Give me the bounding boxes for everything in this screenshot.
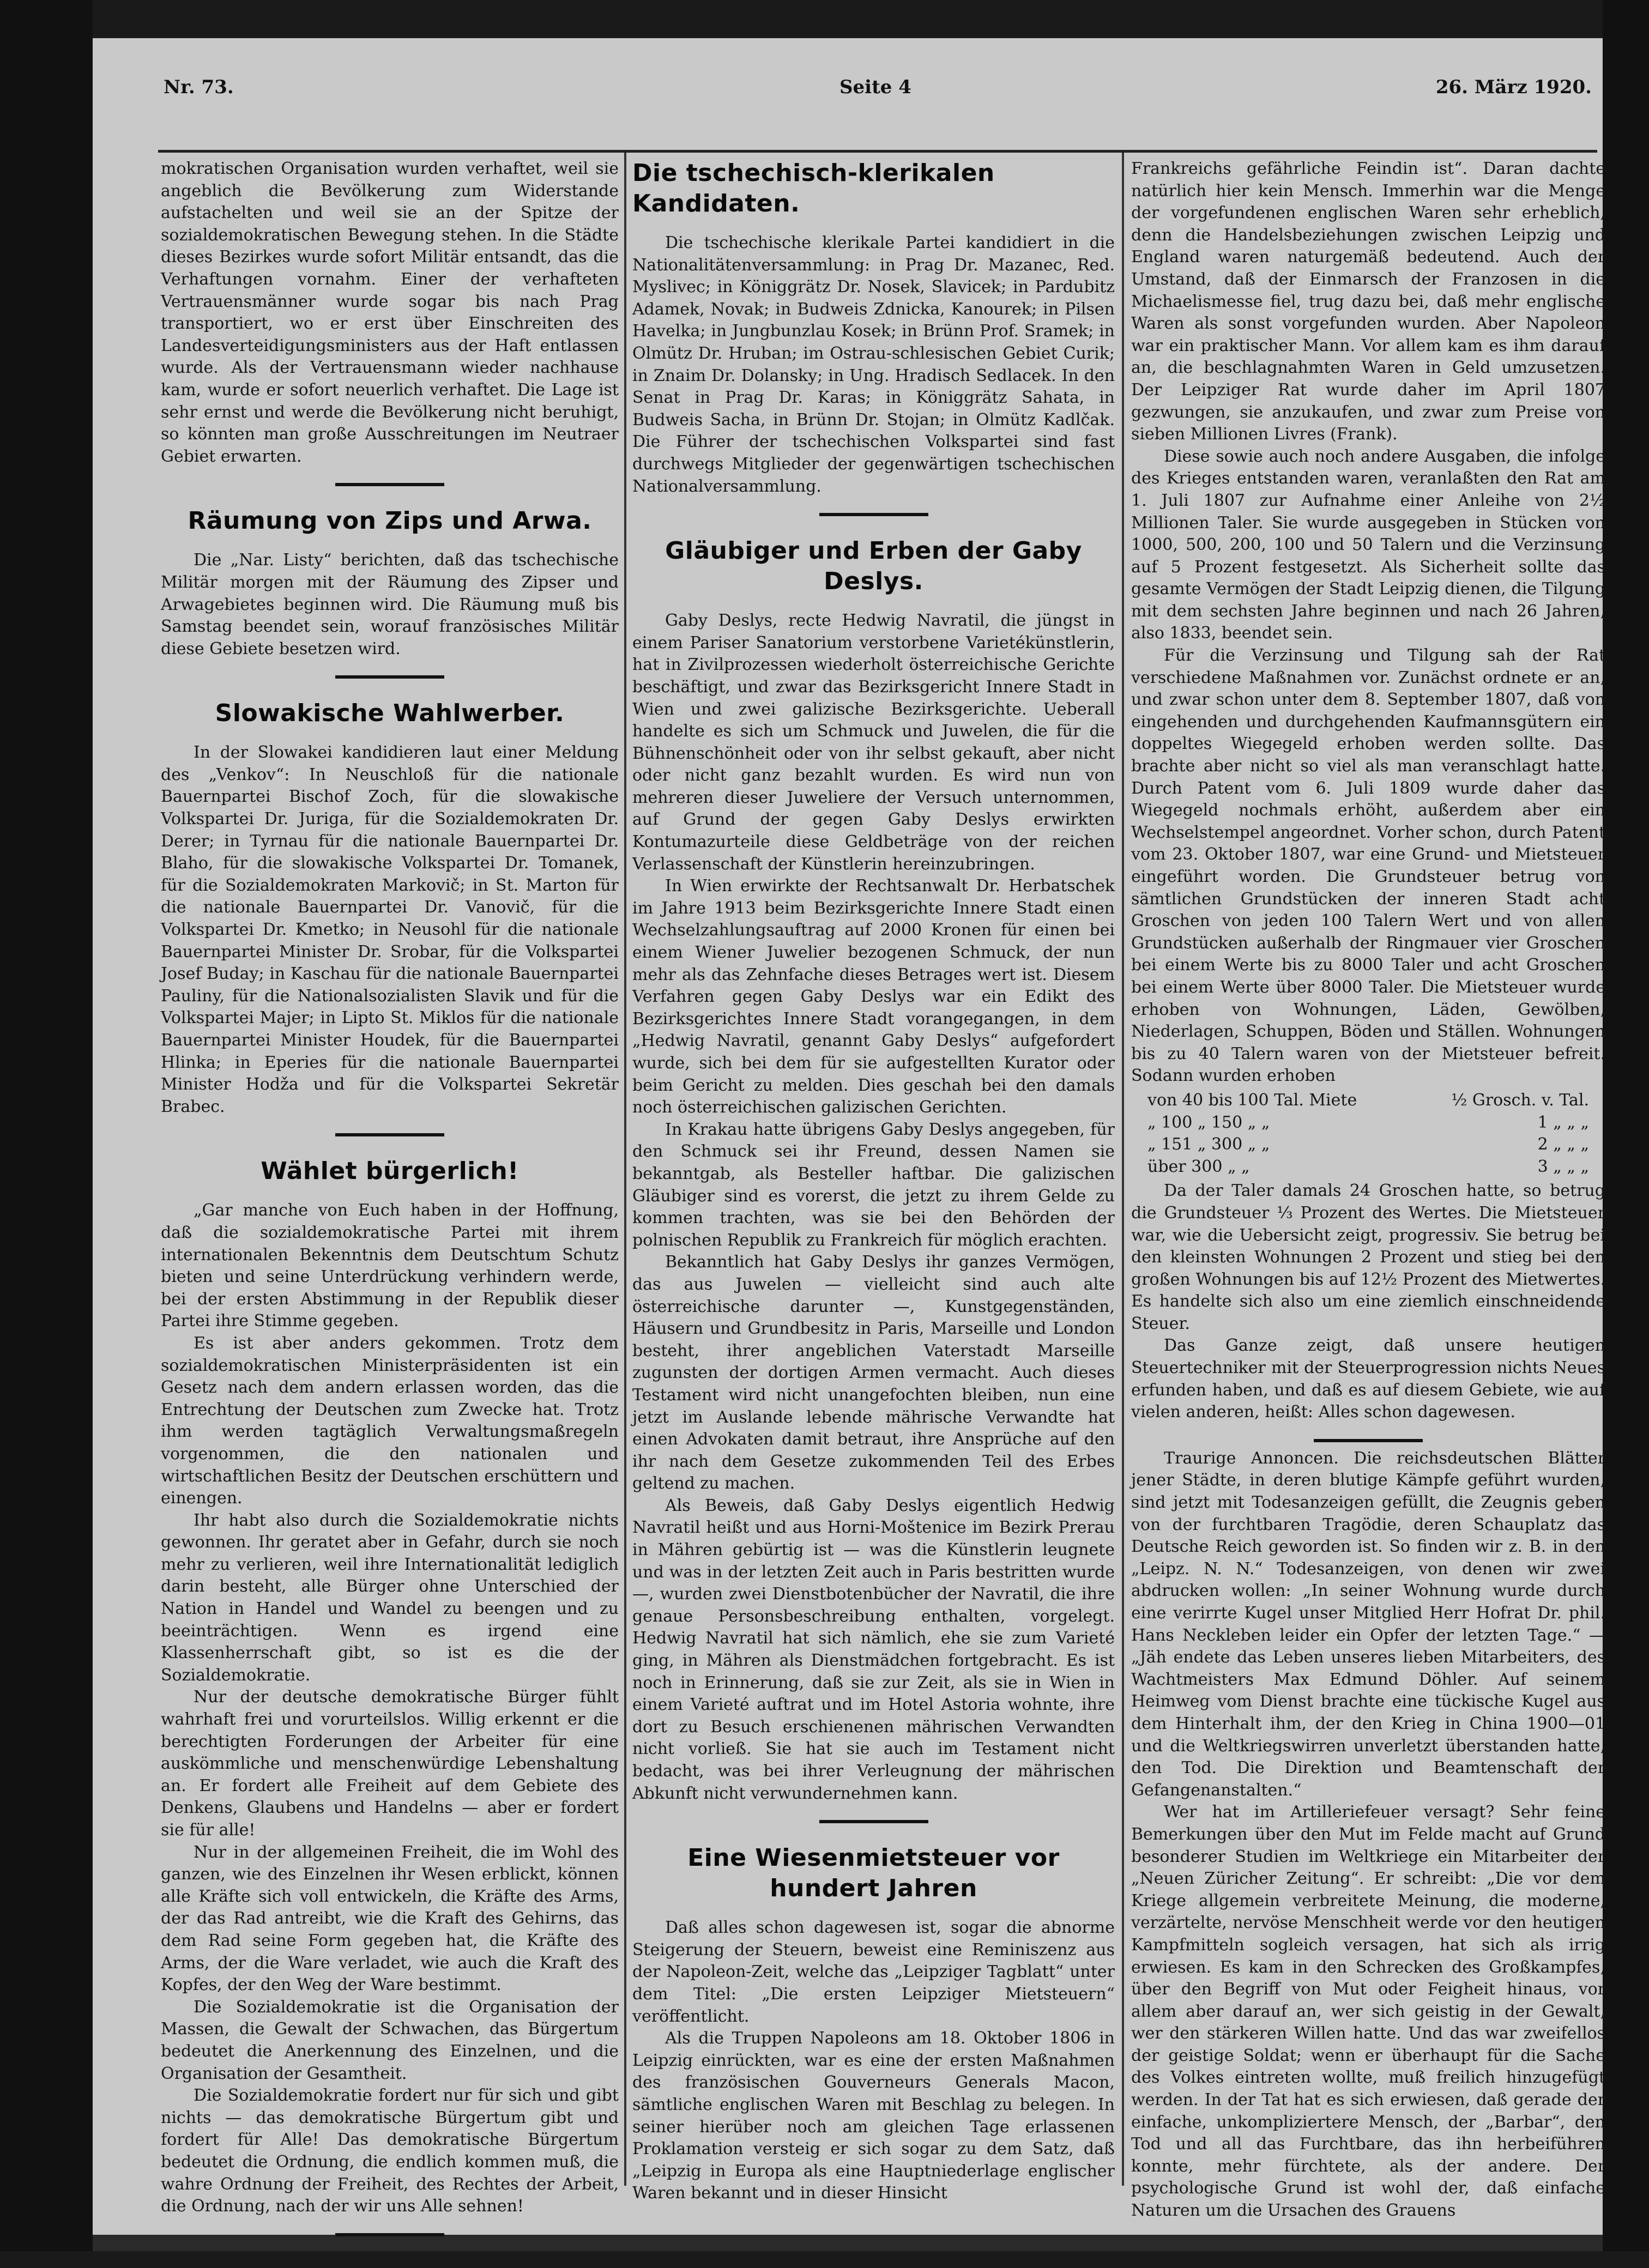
table-row [1147, 1156, 1589, 1178]
article-text: Für die Verzinsung und Tilgung sah der Rat verschiedene Maßnahmen vor. Zunächst ordnete er an, und zwar schon unter dem 8. September 1807, daß von eingehenden und durchgehenden Kaufmannsgütern ein doppeltes Wiegegeld erhoben werden sollte. Das brachte aber nicht so viel als man veranschlagt hatte. Durch Patent vom 6. Juli 1809 wurde daher das Wiegegeld nochmals erhöht, außerdem aber ein Wechselstempel angeordnet. Vorher schon, durch Patent vom 23. Oktober 1807, war eine Grund- und Mietsteuer eingeführt worden. Die Grundsteuer betrug von sämtlichen Grundstücken der inneren Stadt acht Groschen von jeden 100 Talern Wert und von allen Grundstücken außerhalb der Ringmauer vier Groschen bei einem Werte bis zu 8000 Taler und acht Groschen bei einem Werte über 8000 Taler. Die Mietsteuer wurde erhoben von Wohnungen, Läden, Gewölben, Niederlagen, Schuppen, Böden und Ställen. Wohnungen bis zu 40 Talern waren von der Mietsteuer befreit. Sodann wurden erhoben [1131, 646, 1605, 1086]
article-headline: Eine Wiesenmietsteuer vor hundert Jahren [687, 1844, 1060, 1903]
table-row [1147, 1090, 1589, 1112]
column-1 [161, 158, 619, 2216]
article-separator [335, 675, 444, 679]
article-separator [819, 1820, 928, 1823]
article-separator [819, 513, 928, 516]
table-cell: 1 „ „ „ [1537, 1112, 1589, 1132]
table-cell: „ 151 „ 300 „ „ [1147, 1135, 1270, 1154]
article-text: mokratischen Organisation wurden verhaftet, weil sie angeblich die Bevölkerung zum Widerstande aufstachelten und weil sie an der Spitze der sozialdemokratischen Bewegung stehen. In die Städte dieses Bezirkes wurde sofort Militär entsandt, das die Verhaftungen vornahm. Einer der verhafteten Vertrauensmänner wurde sogar bis nach Prag transportiert, wo er erst über Einschreiten des Landesverteidigungsministers aus der Haft entlassen wurde. Als der Vertrauensmann wieder nachhause kam, wurde er sofort neuerlich verhaftet. Die Lage ist sehr ernst und werde die Bevölkerung nicht beruhigt, so könnten man große Ausschreitungen im Neutraer Gebiet erwarten. [161, 159, 619, 466]
article-separator [1314, 1439, 1423, 1442]
rent-tax-table [1131, 1087, 1605, 1180]
article-text: Die Sozialdemokratie fordert nur für sich und gibt nichts — das demokratische Bürgertum gibt und fordert für Alle! Das demokratische Bürgertum bedeutet die Ordnung, die endlich kommen muß, die wahre Ordnung der Freiheit, des Rechtes der Arbeit, die Ordnung, nach der wir uns Alle sehnen! [161, 2086, 619, 2216]
table-cell: 3 „ „ „ [1537, 1157, 1589, 1176]
article-text: Diese sowie auch noch andere Ausgaben, die infolge des Krieges entstanden waren, veranlaßten den Rat am 1. Juli 1807 zur Aufnahme einer Anleihe von 2½ Millionen Taler. Sie wurde ausgegeben in Stücken von 1000, 500, 200, 100 und 50 Talern und die Verzinsung auf 5 Prozent festgesetzt. Als Sicherheit sollte das gesamte Vermögen der Stadt Leipzig dienen, die Tilgung mit dem sechsten Jahre beginnen und nach 26 Jahren, also 1833, beendet sein. [1131, 446, 1605, 643]
article-text: Daß alles schon dagewesen ist, sogar die abnorme Steigerung der Steuern, beweist eine Reminiszenz aus der Napoleon-Zeit, welche das „Leipziger Tagblatt“ unter dem Titel: „Die ersten Leipziger Mietsteuern“ veröffentlicht. [632, 1918, 1115, 2026]
article-text: Die Sozialdemokratie ist die Organisation der Massen, die Gewalt der Schwachen, das Bürgertum bedeutet die Anerkennung des Einzelnen, und die Organisation der Gesamtheit. [161, 1997, 619, 2083]
article-text: „Gar manche von Euch haben in der Hoffnung, daß die sozialdemokratische Partei mit ihrem internationalen Bekenntnis dem Deutschtum Schutz bieten und seine Unterdrückung verhindern werde, bei der ersten Abstimmung in der Republik dieser Partei ihre Stimme gegeben. [161, 1201, 619, 1331]
table-cell: „ 100 „ 150 „ „ [1147, 1112, 1270, 1132]
table-row [1147, 1134, 1589, 1156]
article-text: Frankreichs gefährliche Feindin ist“. Daran dachte natürlich hier kein Mensch. Immerhin war die Menge der vorgefundenen englischen Waren sehr erheblich, denn die Handelsbeziehungen zwischen Leipzig und England waren naturgemäß bedeutend. Auch der Umstand, daß der Einmarsch der Franzosen in die Michaelismesse fiel, trug dazu bei, daß mehr englische Waren als sonst vorgefunden wurden. Aber Napoleon war ein praktischer Mann. Vor allem kam es ihm darauf an, die beschlagnahmten Waren in Geld umzusetzen. Der Leipziger Rat wurde daher im April 1807 gezwungen, sie anzukaufen, und zwar zum Preise von sieben Millionen Livres (Frank). [1131, 159, 1605, 444]
article-text: Es ist aber anders gekommen. Trotz dem sozialdemokratischen Ministerpräsidenten ist ein Gesetz nach dem andern erlassen worden, das die Entrechtung der Deutschen zum Zwecke hat. Trotz ihm werden tagtäglich Verwaltungsmaßregeln vorgenommen, die den nationalen und wirtschaftlichen Besitz der Deutschen erschüttern und einengen. [161, 1333, 619, 1508]
article-text: Die tschechische klerikale Partei kandidiert in die Nationalitätenversammlung: in Prag Dr. Mazanec, Red. Myslivec; in Königgrätz Dr. Nosek, Slavicek; in Pardubitz Adamek, Novak; in Budweis Zdnicka, Kanourek; in Pilsen Havelka; in Jungbunzlau Kosek; in Brünn Prof. Sramek; in Olmütz Dr. Hruban; im Ostrau-schlesischen Gebiet Curik; in Znaim Dr. Dolansky; in Ung. Hradisch Sedlacek. In den Senat in Prag Dr. Karas; in Königgrätz Sahata, in Budweis Sacha, in Brünn Dr. Stojan; in Olmütz Kadlčak. Die Führer der tschechischen Volkspartei sind fast durchwegs Mitglieder der gegenwärtigen tschechischen Nationalversammlung. [632, 233, 1115, 496]
article-text: Traurige Annoncen. Die reichsdeutschen Blätter jener Städte, in deren blutige Kämpfe geführt wurden, sind jetzt mit Todesanzeigen gefüllt, die Zeugnis geben von der furchtbaren Tragödie, deren Schauplatz das Deutsche Reich geworden ist. So finden wir z. B. in den „Leipz. N. N.“ Todesanzeigen, von denen wir zwei abdrucken wollen: „In seiner Wohnung wurde durch eine verirrte Kugel unser Mitglied Herr Hofrat Dr. phil. Hans Neckleben leider ein Opfer der letzten Tage.“ — „Jäh endete das Leben unseres lieben Mitarbeiters, des Wachtmeisters Max Edmund Döhler. Auf seinem Heimweg vom Dienst brachte eine tückische Kugel aus dem Hinterhalt ihm, der den Krieg in China 1900—01 und die Weltkriegswirren unverletzt überstanden hatte, den Tod. Die Direktion und Beamtenschaft der Gefangenanstalten.“ [1131, 1448, 1605, 1800]
article-text: Bekanntlich hat Gaby Deslys ihr ganzes Vermögen, das aus Juwelen — vielleicht sind auch alte österreichische darunter —, Kunstgegenständen, Häusern und Grundbesitz in Paris, Marseille und London besteht, ihrer angeblichen Vaterstadt Marseille zugunsten der dortigen Armen vermacht. Auch dieses Testament wird nicht unangefochten bleiben, nun eine jetzt im Auslande lebende mährische Verwandte hat einen Advokaten damit betraut, ihre Ansprüche auf den ihr nach dem Gesetze zukommenden Teil des Erbes geltend zu machen. [632, 1253, 1115, 1493]
article-text: Wer hat im Artilleriefeuer versagt? Sehr feine Bemerkungen über den Mut im Felde macht auf Grund besonderer Studien im Weltkriege ein Mitarbeiter der „Neuen Züricher Zeitung“. Er schreibt: „Die vor dem Kriege allgemein verbreitete Meinung, die moderne, verzärtelte, nervöse Menschheit werde vor den heutigen Kampfmitteln sogleich versagen, hat sich als irrig erwiesen. Es kam in den Schrecken des Großkampfes, über den Begriff von Mut oder Feigheit hinaus, vor allem aber darauf an, wer sich geistig in der Gewalt, wer den stärkeren Willen hatte. Und das war zweifellos der geistige Soldat; wenn er überhaupt für die Sache des Volkes eintreten wollte, muß freilich hinzugefügt werden. In der Tat hat es sich erwiesen, daß gerade der einfache, unkompliziertere Mensch, der „Barbar“, den Tod und all das Furchtbare, das ihn herbeiführen konnte, mehr fürchtete, als der andere. Der psychologische Grund ist wohl der, daß einfache Naturen um die Ursachen des Grauens [1131, 1803, 1605, 2221]
article-text: Gaby Deslys, recte Hedwig Navratil, die jüngst in einem Pariser Sanatorium verstorbene Varietékünstlerin, hat in Zivilprozessen wiederholt österreichische Gerichte beschäftigt, und zwar das Bezirksgericht Innere Stadt in Wien und zwei galizische Bezirksgerichte. Ueberall handelte es sich um Schmuck und Juwelen, die für die Bühnenschönheit oder von ihr selbst gekauft, aber nicht oder nicht ganz bezahlt wurden. Es wird nun von mehreren dieser Juweliere der Versuch unternommen, auf Grund der gegen Gaby Deslys erwirkten Kontumazurteile diese Geldbeträge von der reichen Verlassenschaft der Künstlerin hereinzubringen. [632, 611, 1115, 874]
article-text: Da der Taler damals 24 Groschen hatte, so betrug die Grundsteuer ⅓ Prozent des Wertes. Die Mietsteuer war, wie die Uebersicht zeigt, progressiv. Sie betrug bei den kleinsten Wohnungen 2 Prozent und stieg bei den großen Wohnungen bis auf 12½ Prozent des Mietwertes. Es handelte sich also um eine ziemlich einschneidende Steuer. [1131, 1181, 1605, 1333]
header-rule [158, 150, 1597, 153]
article-text: Nur der deutsche demokratische Bürger fühlt wahrhaft frei und vorurteilslos. Willig erkennt er die berechtigten Forderungen der Arbeiter für eine auskömmliche und menschenwürdige Lebenshaltung an. Er fordert alle Freiheit auf dem Gebiete des Denkens, Glaubens und Handelns — aber er fordert sie für alle! [161, 1688, 619, 1840]
issue-date: 26. März 1920. [1435, 76, 1592, 98]
table-cell: ½ Grosch. v. Tal. [1451, 1090, 1589, 1110]
article-text: In der Slowakei kandidieren laut einer Meldung des „Venkov“: In Neuschloß für die nationale Bauernpartei Bischof Zoch, für die slowakische Volkspartei Dr. Juriga, für die Sozialdemokraten Dr. Derer; in Tyrnau für die nationale Bauernpartei Dr. Blaho, für die slowakische Volkspartei Dr. Tomanek, für die Sozialdemokraten Markovič; in St. Marton für die nationale Bauernpartei Dr. Vanovič, für die Volkspartei Dr. Kmetko; in Neusohl für die nationale Bauernpartei Minister Dr. Srobar, für die Volkspartei Josef Buday; in Kaschau für die nationale Bauernpartei Pauliny, für die Nationalsozialisten Slavik und für die Volkspartei Majer; in Lipto St. Miklos für die nationale Bauernpartei Minister Houdek, für die Bauernpartei Hlinka; in Eperies für die nationale Bauernpartei Minister Hodža und für die Volkspartei Sekretär Brabec. [161, 743, 619, 1116]
article-headline: Die tschechisch-klerikalen Kandidaten. [632, 159, 995, 217]
column-3 [1131, 158, 1605, 2221]
article-separator [335, 1133, 444, 1136]
article-separator [335, 2233, 444, 2236]
column-divider [624, 153, 626, 2186]
table-cell: von 40 bis 100 Tal. Miete [1147, 1090, 1357, 1110]
article-headline: Wählet bürgerlich! [261, 1157, 519, 1186]
table-row [1147, 1112, 1589, 1134]
table-cell: 2 „ „ „ [1537, 1135, 1589, 1154]
article-headline: Slowakische Wahlwerber. [215, 699, 565, 728]
article-text: Ihr habt also durch die Sozialdemokratie nichts gewonnen. Ihr geratet aber in Gefahr, durch sie noch mehr zu verlieren, weil ihre Internationalität lediglich darin besteht, alle Bürger ohne Unterschied der Nation in Handel und Wandel zu beengen und zu beeinträchtigen. Wenn es irgend eine Klassenherrschaft gibt, so ist es die der Sozialdemokratie. [161, 1510, 619, 1685]
article-text: Die „Nar. Listy“ berichten, daß das tschechische Militär morgen mit der Räumung des Zipser und Arwagebietes beginnen wird. Die Räumung muß bis Samstag beendet sein, worauf französisches Militär diese Gebiete besetzen wird. [161, 551, 619, 658]
article-separator [335, 483, 444, 486]
scan-border-bottom [0, 2251, 1649, 2268]
column-divider [1122, 153, 1124, 2186]
article-text: Nur in der allgemeinen Freiheit, die im Wohl des ganzen, wie des Einzelnen ihr Wesen erblickt, können alle Kräfte sich voll entwickeln, die Kräfte des Arms, der das Rad antreibt, wie die Kraft des Gehirns, das dem Rad seine Form gegeben hat, die Kräfte des Arms, der die Ware verladet, wie auch die Kraft des Kopfes, der den Weg der Ware bestimmt. [161, 1842, 619, 1995]
article-text: In Wien erwirkte der Rechtsanwalt Dr. Herbatschek im Jahre 1913 beim Bezirksgerichte Innere Stadt einen Wechselzahlungsauftrag auf 2000 Kronen für einen bei einem Wiener Juwelier bezogenen Schmuck, der nun mehr als das Zehnfache dieses Betrages wert ist. Diesem Verfahren gegen Gaby Deslys war ein Edikt des Bezirksgerichtes Innere Stadt vorangegangen, in dem „Hedwig Navratil, genannt Gaby Deslys“ aufgefordert wurde, sich bei dem für sie aufgestellten Kurator oder beim Gericht zu melden. Dies geschah bei den damals noch österreichischen galizischen Gerichten. [632, 876, 1115, 1117]
issue-number: Nr. 73. [164, 76, 234, 98]
table-cell: über 300 „ „ [1147, 1157, 1250, 1176]
article-headline: Gläubiger und Erben der Gaby Deslys. [665, 537, 1082, 596]
column-2 [632, 158, 1115, 2203]
page-number: Seite 4 [839, 76, 911, 98]
scan-border-top [0, 0, 1649, 38]
scan-border-right [1603, 0, 1649, 2268]
article-text: In Krakau hatte übrigens Gaby Deslys angegeben, für den Schmuck sei ihr Freund, dessen Namen sie bekanntgab, als Besteller haftbar. Die galizischen Gläubiger sind es vorerst, die jetzt zu ihrem Gelde zu kommen trachten, was sie bei den Behörden der polnischen Republik zu Frankreich für möglich erachten. [632, 1120, 1115, 1250]
article-text: Als die Truppen Napoleons am 18. Oktober 1806 in Leipzig einrückten, war es eine der ersten Maßnahmen des französischen Gouverneurs Generals Macon, sämtliche englischen Waren mit Beschlag zu belegen. In seiner hierüber noch am gleichen Tage erlassenen Proklamation versteig er sich sogar zu dem Satz, daß „Leipzig in Europa als eine Hauptniederlage englischer Waren bekannt und in dieser Hinsicht [632, 2029, 1115, 2203]
page-header [65, 71, 1597, 109]
article-text: Das Ganze zeigt, daß unsere heutigen Steuertechniker mit der Steuerprogression nichts Neues erfunden haben, und daß es auf diesem Gebiete, wie auf vielen anderen, heißt: Alles schon dagewesen. [1131, 1336, 1605, 1422]
article-text: Als Beweis, daß Gaby Deslys eigentlich Hedwig Navratil heißt und aus Horni-Moštenice im Bezirk Prerau in Mähren gebürtig ist — was die Künstlerin leugnete und was in der letzten Zeit auch in Paris bestritten wurde —, wurden zwei Dienstbotenbücher der Navratil, die ihre genaue Personsbeschreibung enthalten, vorgelegt. Hedwig Navratil hat sich nämlich, ehe sie zum Varieté ging, in Mähren als Dienstmädchen fortgebracht. Es ist noch in Erinnerung, daß sie zur Zeit, als sie in Wien in einem Varieté auftrat und im Hotel Astoria wohnte, ihre dort zu Besuch erschienenen mährischen Verwandten nicht vorließ. Sie hat sie auch im Testament nicht bedacht, was bei ihrer Verleugnung der mährischen Abkunft nicht verwundernehmen kann. [632, 1496, 1115, 1803]
article-headline: Räumung von Zips und Arwa. [188, 507, 592, 535]
scan-border-left [0, 0, 93, 2268]
